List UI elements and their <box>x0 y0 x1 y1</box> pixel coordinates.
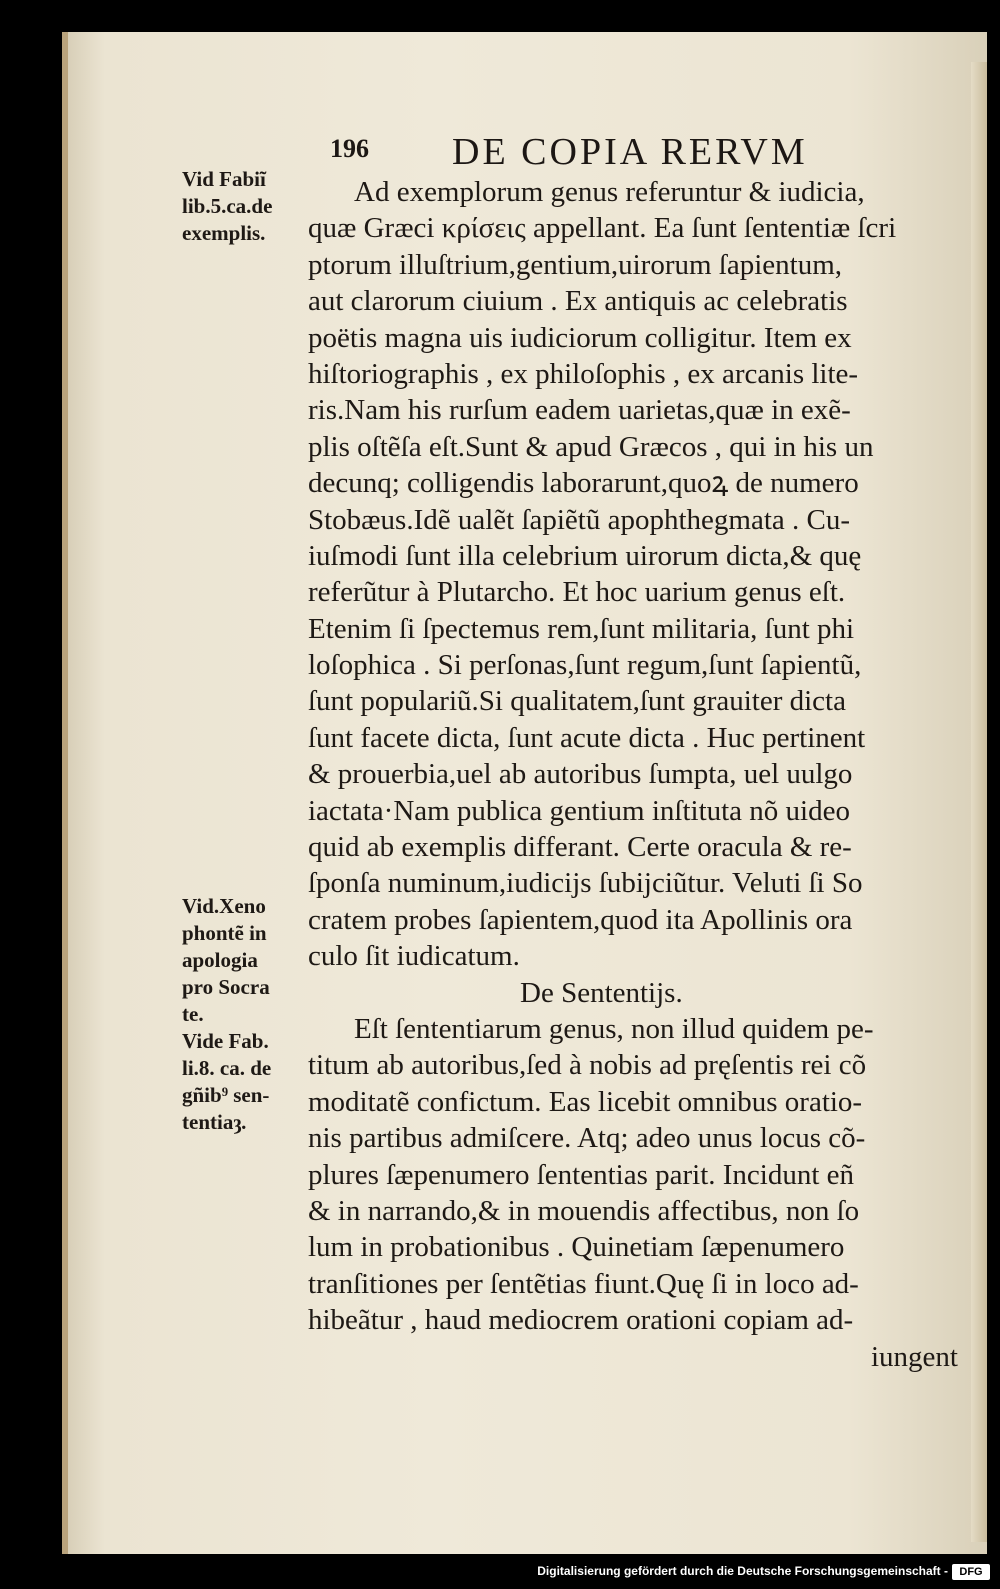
text-line: plures ſæpenumero ſententias parit. Incidunt eñ <box>308 1158 855 1191</box>
text-line: loſophica . Si perſonas,ſunt regum,ſunt ſapientũ, <box>308 649 862 682</box>
text-line: Stobæus.Idẽ ualẽt ſapiẽtũ apophthegmata . Cu- <box>308 503 851 536</box>
margin-note-line: li.8. ca. de <box>182 1056 272 1080</box>
section-heading: De Sententijs. <box>520 976 683 1009</box>
margin-note-line: pro Socra <box>182 975 270 999</box>
margin-note-line: Vid Fabiĩ <box>182 167 266 191</box>
text-line: Eſt ſententiarum genus, non illud quidem pe- <box>354 1012 874 1045</box>
footer-credit: Digitalisierung gefördert durch die Deutsche Forschungsgemeinschaft - <box>537 1564 948 1578</box>
text-line: plis oſtẽſa eſt.Sunt & apud Græcos , qui in his un <box>308 430 874 463</box>
text-line: referũtur à Plutarcho. Et hoc uarium genus eſt. <box>308 576 846 609</box>
margin-note-line: Vid.Xeno <box>182 894 266 918</box>
margin-note-line: exemplis. <box>182 221 266 245</box>
margin-note-2 <box>182 893 304 1136</box>
running-title: DE COPIA RERVM <box>452 131 808 173</box>
text-line: ſunt populariũ.Si qualitatem,ſunt grauiter dicta <box>308 685 846 718</box>
text-line: ſunt facete dicta, ſunt acute dicta . Huc pertinent <box>308 721 866 754</box>
text-line: titum ab autoribus,ſed à nobis ad pręſentis rei cõ <box>308 1049 867 1082</box>
text-line: poëtis magna uis iudiciorum colligitur. Item ex <box>308 321 852 354</box>
text-line: Ad exemplorum genus referuntur & iudicia, <box>354 176 865 208</box>
footer-bar <box>0 1558 1000 1589</box>
text-line: nis partibus admiſcere. Atq; adeo unus locus cõ- <box>308 1122 866 1155</box>
text-line: iuſmodi ſunt illa celebrium uirorum dicta,& quę <box>308 539 862 572</box>
text-line: culo ſit iudicatum. <box>308 940 520 973</box>
margin-note-line: te. <box>182 1002 204 1026</box>
page-header <box>330 130 890 173</box>
catchword: iungent <box>871 1340 958 1373</box>
page-edge <box>971 62 987 1542</box>
text-line: ptorum illuſtrium,gentium,uirorum ſapientum, <box>308 248 843 281</box>
margin-note-line: gñib⁹ sen- <box>182 1083 270 1107</box>
text-line: quæ Græci κρίσεις appellant. Ea ſunt ſententiæ ſcri <box>308 212 897 245</box>
text-line: tranſitiones per ſentẽtias fiunt.Quę ſi in loco ad- <box>308 1267 859 1300</box>
text-line: quid ab exemplis differant. Certe oracula & re- <box>308 831 852 864</box>
margin-note-line: Vide Fab. <box>182 1029 269 1053</box>
margin-note-line: lib.5.ca.de <box>182 194 273 218</box>
text-line: cratem probes ſapientem,quod ita Apollinis ora <box>308 903 853 936</box>
text-line: decunq; colligendis laborarunt,quoꝝ de numero <box>308 467 859 500</box>
text-line: hibeãtur , haud mediocrem orationi copiam ad- <box>308 1304 854 1337</box>
page-number: 196 <box>330 134 369 163</box>
text-line: ſponſa numinum,iudicijs ſubijciũtur. Veluti ſi So <box>308 867 863 900</box>
margin-note-1 <box>182 166 304 247</box>
dfg-logo: DFG <box>952 1564 990 1580</box>
margin-note-line: phontẽ in <box>182 921 267 945</box>
text-line: Etenim ſi ſpectemus rem,ſunt militaria, ſunt phi <box>308 612 855 645</box>
main-text <box>308 174 968 1375</box>
text-line: aut clarorum ciuium . Ex antiquis ac celebratis <box>308 285 848 318</box>
margin-note-line: tentiaȝ. <box>182 1110 247 1134</box>
text-line: iactata·Nam publica gentium inſtituta nõ uideo <box>308 794 850 827</box>
text-line: & in narrando,& in mouendis affectibus, non ſo <box>308 1194 860 1227</box>
text-line: lum in probationibus . Quinetiam ſæpenumero <box>308 1231 845 1264</box>
text-line: moditatẽ confictum. Eas licebit omnibus oratio- <box>308 1085 863 1118</box>
text-line: hiſtoriographis , ex philoſophis , ex arcanis lite- <box>308 357 859 390</box>
text-line: ris.Nam his rurſum eadem uarietas,quæ in exẽ- <box>308 394 851 427</box>
text-line: & prouerbia,uel ab autoribus ſumpta, uel uulgo <box>308 758 853 791</box>
margin-note-line: apologia <box>182 948 258 972</box>
